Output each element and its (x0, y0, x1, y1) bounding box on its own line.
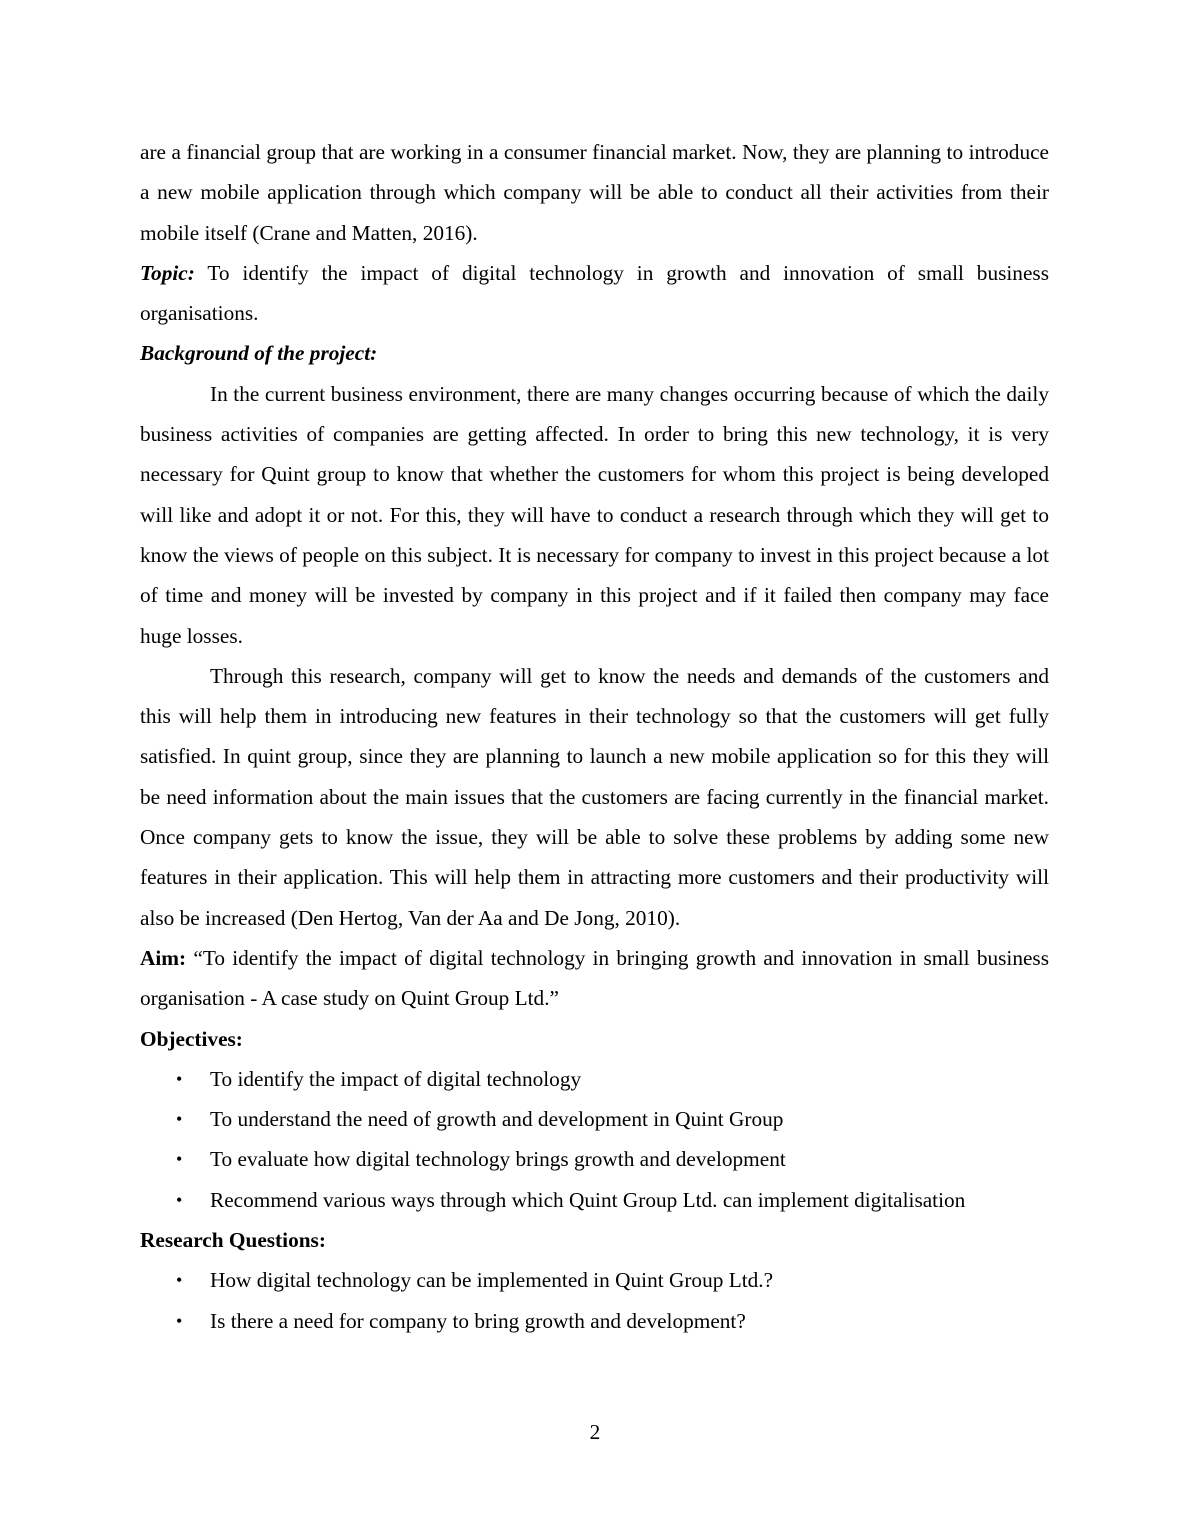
background-heading: Background of the project: (140, 341, 378, 366)
topic-text: To identify the impact of digital technology in growth and innovation of small business organisations. (140, 260, 1049, 326)
list-item (140, 1139, 1049, 1179)
list-item-text: To evaluate how digital technology brings growth and development (210, 1147, 786, 1172)
list-item-text: How digital technology can be implemented in Quint Group Ltd.? (210, 1268, 774, 1293)
topic-paragraph (140, 253, 1049, 334)
bullet-icon: • (176, 1270, 183, 1291)
list-item (140, 1301, 1049, 1341)
list-item (140, 1059, 1049, 1099)
bullet-icon: • (176, 1189, 183, 1210)
bullet-icon: • (176, 1310, 183, 1331)
list-item-text: To identify the impact of digital technology (210, 1066, 582, 1091)
objectives-heading: Objectives: (140, 1026, 243, 1051)
research-questions-heading: Research Questions: (140, 1228, 326, 1253)
document-page (140, 132, 1049, 1341)
list-item (140, 1099, 1049, 1139)
research-questions-list (140, 1260, 1049, 1341)
bullet-icon: • (176, 1149, 183, 1170)
list-item-text: Recommend various ways through which Quint Group Ltd. can implement digitalisation (210, 1187, 966, 1212)
aim-label: Aim: (140, 945, 187, 970)
bullet-icon: • (176, 1068, 183, 1089)
bullet-icon: • (176, 1109, 183, 1130)
background-paragraph-2: Through this research, company will get to know the needs and demands of the customers and this will help them in introducing new features in their technology so that the customers will get fully satisfied. In quint group, since they are planning to launch a new mobile application so for this they will be need information about the main issues that the customers are facing currently in the financial market. Once company gets to know the issue, they will be able to solve these problems by adding some new features in their application. This will help them in attracting more customers and their productivity will also be increased (Den Hertog, Van der Aa and De Jong, 2010). (140, 663, 1049, 930)
list-item-text: To understand the need of growth and development in Quint Group (210, 1107, 784, 1132)
list-item (140, 1260, 1049, 1300)
list-item-text: Is there a need for company to bring growth and development? (210, 1308, 746, 1333)
background-paragraph-1: In the current business environment, there are many changes occurring because of which the daily business activities of companies are getting affected. In order to bring this new technology, it is very necessary for Quint group to know that whether the customers for whom this project is being developed will like and adopt it or not. For this, they will have to conduct a research through which they will get to know the views of people on this subject. It is necessary for company to invest in this project because a lot of time and money will be invested by company in this project and if it failed then company may face huge losses. (140, 381, 1049, 648)
intro-paragraph: are a financial group that are working in a consumer financial market. Now, they are planning to introduce a new mobile application through which company will be able to conduct all their activities from their mobile itself (Crane and Matten, 2016). (140, 140, 1049, 245)
aim-text: “To identify the impact of digital technology in bringing growth and innovation in small business organisation - A case study on Quint Group Ltd.” (140, 945, 1049, 1011)
page-number: 2 (589, 1420, 601, 1444)
objectives-list (140, 1059, 1049, 1220)
topic-label: Topic: (140, 260, 195, 285)
aim-paragraph (140, 938, 1049, 1019)
list-item (140, 1180, 1049, 1220)
